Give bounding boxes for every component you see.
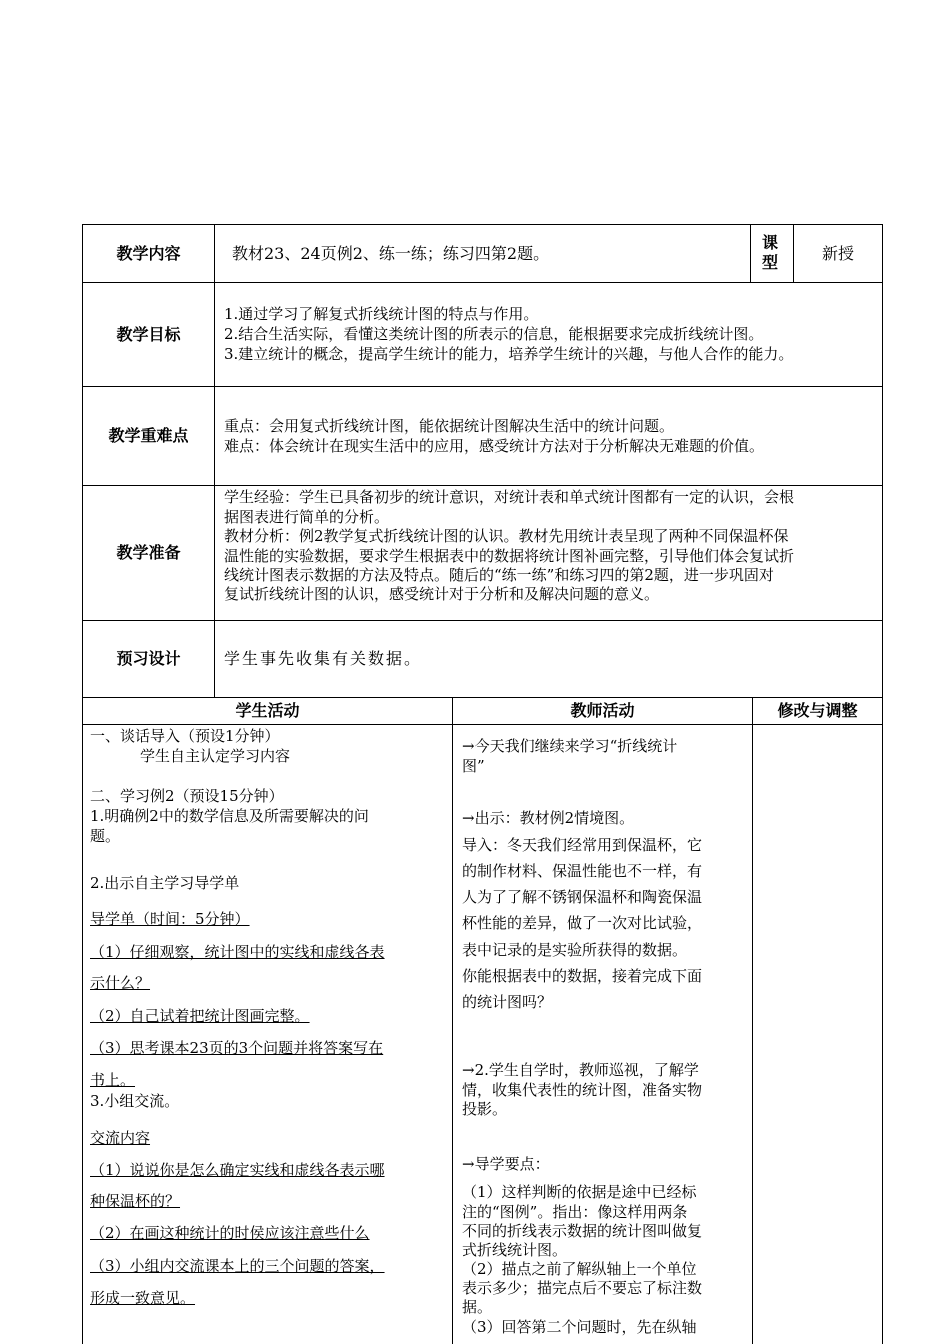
teacher-line: 图” (462, 757, 485, 775)
column-divider (750, 224, 751, 282)
teacher-line: （3）回答第二个问题时，先在纵轴 (462, 1318, 697, 1336)
teacher-line: 不同的折线表示数据的统计图叫做复 (462, 1222, 703, 1240)
difficult-point: 难点：体会统计在现实生活中的应用，感受统计方法对于分析解决无难题的价值。 (224, 437, 765, 455)
student-line: 学生自主认定学习内容 (140, 747, 291, 765)
guide-question: （1）仔细观察，统计图中的实线和虚线各表 (90, 943, 385, 961)
teacher-line: 据。 (462, 1298, 493, 1316)
teacher-line: 人为了了解不锈钢保温杯和陶瓷保温 (462, 888, 703, 906)
teacher-line: 导入：冬天我们经常用到保温杯，它 (462, 836, 703, 854)
prep-line: 教材分析：例2教学复式折线统计图的认识。教材先用统计表呈现了两种不同保温杯保 (224, 527, 789, 545)
teacher-line: 情，收集代表性的统计图，准备实物 (462, 1081, 703, 1099)
exchange-item: （3）小组内交流课本上的三个问题的答案， (90, 1257, 385, 1275)
column-divider (452, 697, 453, 1344)
teacher-line: →导学要点： (462, 1155, 550, 1173)
guide-question: （3）思考课本23页的3个问题并将答案写在 (90, 1039, 384, 1057)
preview-text: 学生事先收集有关数据。 (224, 649, 423, 668)
goal-item: 1.通过学习了解复式折线统计图的特点与作用。 (224, 305, 539, 323)
adjust-column-header: 修改与调整 (777, 701, 858, 720)
prep-line: 复试折线统计图的认识，感受统计对于分析和及解决问题的意义。 (224, 585, 660, 603)
teacher-line: 式折线统计图。 (462, 1241, 568, 1259)
key-point: 重点：会用复式折线统计图，能依据统计图解决生活中的统计问题。 (224, 417, 675, 435)
key-label: 教学重难点 (108, 426, 189, 445)
student-line: 2.出示自主学习导学单 (90, 874, 240, 892)
teacher-line: 杯性能的差异，做了一次对比试验， (462, 914, 703, 932)
teacher-line: →出示：教材例2情境图。 (462, 809, 635, 827)
prep-line: 温性能的实验数据，要求学生根据表中的数据将统计图补画完整，引导他们体会复试折 (224, 547, 795, 565)
table-border-right (882, 224, 883, 1344)
student-line: 题。 (90, 827, 121, 845)
student-line: 3.小组交流。 (90, 1092, 180, 1110)
student-column-header: 学生活动 (235, 701, 300, 720)
teacher-line: （2）描点之前了解纵轴上一个单位 (462, 1260, 697, 1278)
exchange-item: （1）说说你是怎么确定实线和虚线各表示哪 (90, 1161, 385, 1179)
student-line: 二、学习例2（预设15分钟） (90, 787, 284, 805)
content-text: 教材23、24页例2、练一练；练习四第2题。 (232, 244, 550, 263)
teacher-line: 你能根据表中的数据，接着完成下面 (462, 967, 703, 985)
guide-question: （2）自己试着把统计图画完整。 (90, 1007, 310, 1025)
exchange-item: （2）在画这种统计的时侯应该注意些什么 (90, 1224, 370, 1242)
column-divider (214, 224, 215, 697)
teacher-line: 投影。 (462, 1100, 508, 1118)
teacher-line: 注的“图例”。指出：像这样用两条 (462, 1203, 688, 1221)
teacher-column-header: 教师活动 (570, 701, 635, 720)
guide-sheet-title: 导学单（时间：5分钟） (90, 910, 250, 928)
goal-label: 教学目标 (116, 324, 181, 344)
goal-item: 2.结合生活实际，看懂这类统计图的所表示的信息，能根据要求完成折线统计图。 (224, 325, 764, 343)
goal-item: 3.建立统计的概念，提高学生统计的能力，培养学生统计的兴趣，与他人合作的能力。 (224, 345, 794, 363)
student-line: 一、谈话导入（预设1分钟） (90, 727, 280, 745)
guide-question: 示什么？ (90, 974, 151, 992)
guide-question: 书上。 (90, 1071, 136, 1089)
teacher-line: 表中记录的是实验所获得的数据。 (462, 941, 688, 959)
content-label: 教学内容 (116, 243, 181, 263)
teacher-line: →今天我们继续来学习“折线统计 (462, 737, 678, 755)
type-value: 新授 (821, 243, 854, 263)
exchange-item: 种保温杯的？ (90, 1192, 181, 1210)
prep-line: 据图表进行简单的分析。 (224, 508, 390, 526)
prep-label: 教学准备 (116, 543, 181, 562)
preview-label: 预习设计 (116, 649, 181, 668)
teacher-line: 表示多少；描完点后不要忘了标注数 (462, 1279, 703, 1297)
teacher-line: 的统计图吗？ (462, 993, 553, 1011)
exchange-item: 形成一致意见。 (90, 1289, 196, 1307)
student-line: 1.明确例2中的数学信息及所需要解决的问 (90, 807, 369, 825)
exchange-title: 交流内容 (90, 1129, 151, 1147)
prep-line: 线统计图表示数据的方法及特点。随后的“练一练”和练习四的第2题，进一步巩固对 (224, 566, 774, 584)
type-label: 课型 (761, 233, 778, 272)
teacher-line: 的制作材料、保温性能也不一样，有 (462, 862, 703, 880)
teacher-line: →2.学生自学时，教师巡视，了解学 (462, 1061, 699, 1079)
column-divider (752, 697, 753, 1344)
prep-line: 学生经验：学生已具备初步的统计意识，对统计表和单式统计图都有一定的认识，会根 (224, 488, 795, 506)
teacher-line: （1）这样判断的依据是途中已经标 (462, 1183, 697, 1201)
